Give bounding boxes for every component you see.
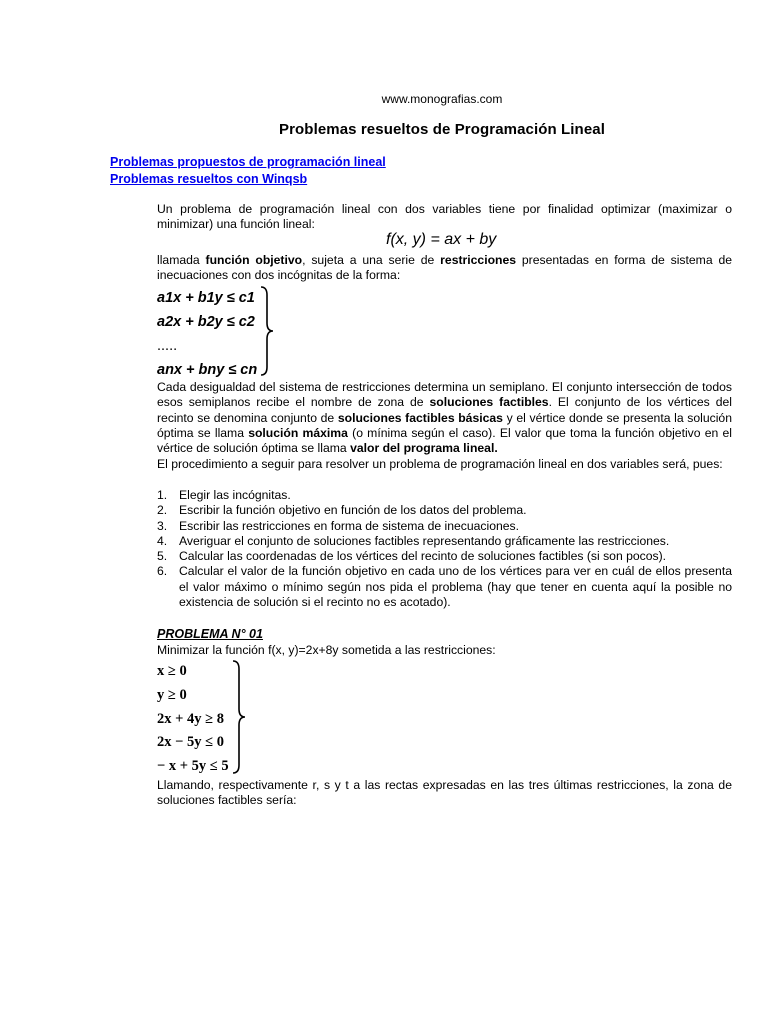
constraint-row-n: anx + bny ≤ cn: [157, 362, 258, 378]
intro-paragraph: Un problema de programación lineal con dos variables tiene por finalidad optimizar (maximizar o minimizar) una función lineal:: [157, 202, 732, 232]
list-item: 1. Elegir las incógnitas.: [157, 488, 291, 502]
problem-constraint-4: 2x − 5y ≤ 0: [157, 734, 224, 751]
procedure-paragraph: El procedimiento a seguir para resolver un problema de programación lineal en dos variables será, pues:: [157, 457, 723, 471]
term-restricciones: restricciones: [440, 253, 517, 267]
list-item: 6. Calcular el valor de la función objetivo en cada uno de los vértices para ver en cuál de ellos presenta el valor máximo o mínimo según nos pida el problema (hay que tener en cuenta aquí la posible no existencia de solución si el recinto no es acotado).: [157, 564, 732, 610]
right-brace-icon: [230, 659, 250, 775]
list-item: 4. Averiguar el conjunto de soluciones factibles representando gráficamente las restricciones.: [157, 533, 670, 548]
problem-constraint-5: − x + 5y ≤ 5: [157, 758, 229, 775]
term-funcion-objetivo: función objetivo: [205, 253, 303, 267]
link-problemas-winqsb[interactable]: Problemas resueltos con Winqsb: [110, 172, 308, 186]
page-url: www.monografias.com: [381, 92, 503, 106]
problem-constraint-2: y ≥ 0: [157, 686, 187, 703]
intro-paragraph-2: llamada función objetivo, sujeta a una serie de restricciones presentadas en forma de sistema de inecuaciones con dos incógnitas de la forma:: [157, 253, 732, 283]
problem-constraint-1: x ≥ 0: [157, 663, 187, 679]
problem-constraint-system: [157, 660, 229, 779]
term-soluciones-factibles: soluciones factibles: [429, 395, 549, 410]
list-item: 5. Calcular las coordenadas de los vértices del recinto de soluciones factibles (si son pocos).: [157, 549, 667, 564]
term-soluciones-basicas: soluciones factibles básicas: [337, 410, 503, 425]
link-problemas-propuestos[interactable]: Problemas propuestos de programación lineal: [110, 155, 386, 169]
list-item: 2. Escribir la función objetivo en función de los datos del problema.: [157, 503, 527, 518]
term-solucion-maxima: solución máxima: [248, 425, 348, 440]
right-brace-icon: [258, 285, 278, 377]
problem-statement: Minimizar la función f(x, y)=2x+8y sometida a las restricciones:: [157, 643, 496, 657]
problem-heading: PROBLEMA N° 01: [157, 627, 263, 641]
constraint-row-1: a1x + b1y ≤ c1: [157, 290, 255, 306]
problem-constraint-3: 2x + 4y ≥ 8: [157, 710, 224, 727]
constraint-row-2: a2x + b2y ≤ c2: [157, 314, 255, 330]
term-valor-programa: valor del programa lineal.: [350, 441, 498, 456]
steps-list: [157, 488, 732, 610]
explanation-paragraph: Cada desigualdad del sistema de restricciones determina un semiplano. El conjunto intersección de todos esos semiplanos recibe el nombre de zona de soluciones factibles. El conjunto de los vértices del recinto se denomina conjunto de soluciones factibles básicas y el vértice donde se presenta la solución óptima se llama solución máxima (o mínima según el caso). El valor que toma la función objetivo en el vértice de solución óptima se llama valor del programa lineal.: [157, 380, 733, 456]
general-constraint-system: [157, 286, 257, 382]
list-item: 3. Escribir las restricciones en forma de sistema de inecuaciones.: [157, 518, 520, 533]
constraint-row-ellipsis: .....: [157, 338, 178, 354]
page-title: Problemas resueltos de Programación Lineal: [279, 121, 605, 138]
objective-function-formula: f(x, y) = ax + by: [386, 231, 497, 248]
closing-paragraph: Llamando, respectivamente r, s y t a las rectas expresadas en las tres últimas restricciones, la zona de soluciones factibles sería:: [157, 778, 732, 808]
